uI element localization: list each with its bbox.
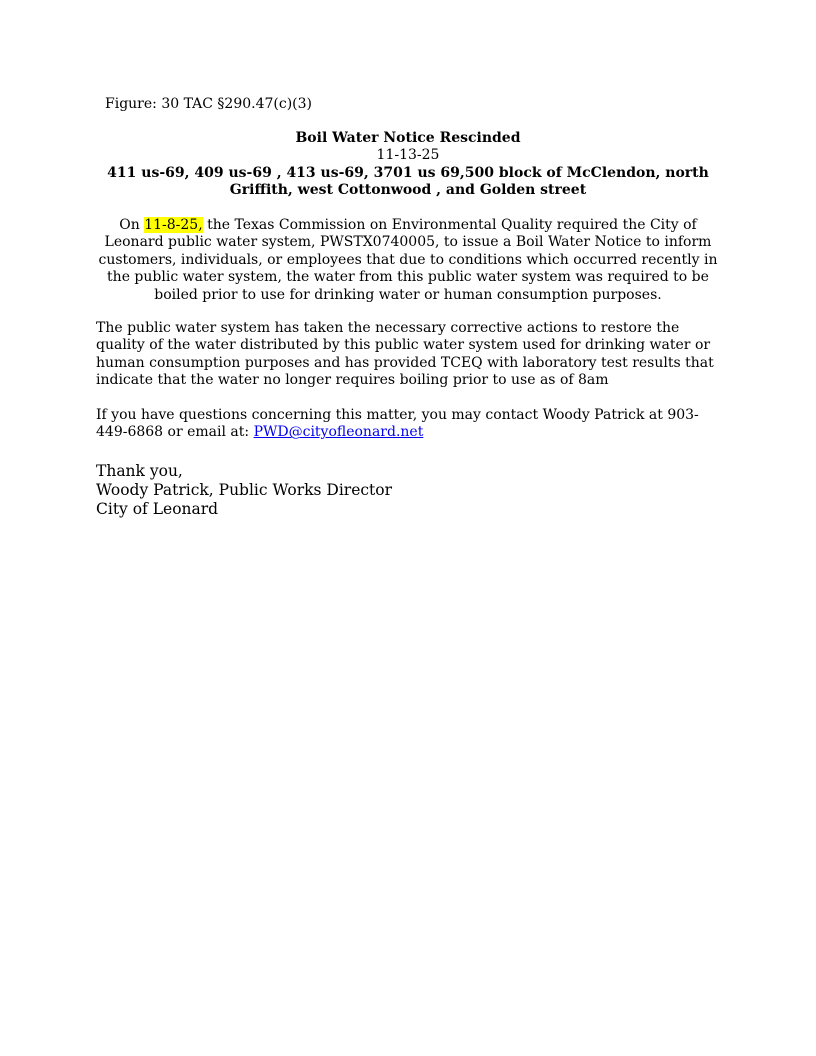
signer-line: Woody Patrick, Public Works Director <box>96 481 393 499</box>
locations-line-2: Griffith, west Cottonwood , and Golden street <box>229 182 587 199</box>
notice-paragraph-1 <box>96 217 720 304</box>
signoff-block <box>96 462 496 519</box>
notice-date: 11-13-25 <box>376 147 440 164</box>
notice-title: Boil Water Notice Rescinded <box>295 130 521 146</box>
paragraph-1-prefix: On <box>119 217 145 233</box>
figure-reference: Figure: 30 TAC §290.47(c)(3) <box>105 96 313 112</box>
paragraph-1-body: the Texas Commission on Environmental Quality required the City of Leonard public water system, PWSTX0740005, to issue a Boil Water Notice to inform customers, individuals, or employees that due to conditions which occurred recently in the public water system, the water from this public water system was required to be boiled prior to use for drinking water or human consumption purposes. <box>98 217 718 303</box>
notice-header <box>96 130 720 200</box>
notice-paragraph-2: The public water system has taken the necessary corrective actions to restore the quality of the water distributed by this public water system used for drinking water or human consumption purposes and has provided TCEQ with laboratory test results that indicate that the water no longer requires boiling prior to use as of 8am <box>96 320 714 389</box>
email-link[interactable]: PWD@cityofleonard.net <box>253 424 424 441</box>
contact-paragraph <box>96 407 720 442</box>
contact-text: If you have questions concerning this matter, you may contact Woody Patrick at 903-449-6868 or email at: <box>96 407 699 441</box>
organization-line: City of Leonard <box>96 500 219 518</box>
highlighted-date: 11-8-25, <box>144 217 203 233</box>
locations-line-1: 411 us-69, 409 us-69 , 413 us-69, 3701 us 69,500 block of McClendon, north <box>107 164 709 181</box>
thanks-line: Thank you, <box>96 462 183 480</box>
